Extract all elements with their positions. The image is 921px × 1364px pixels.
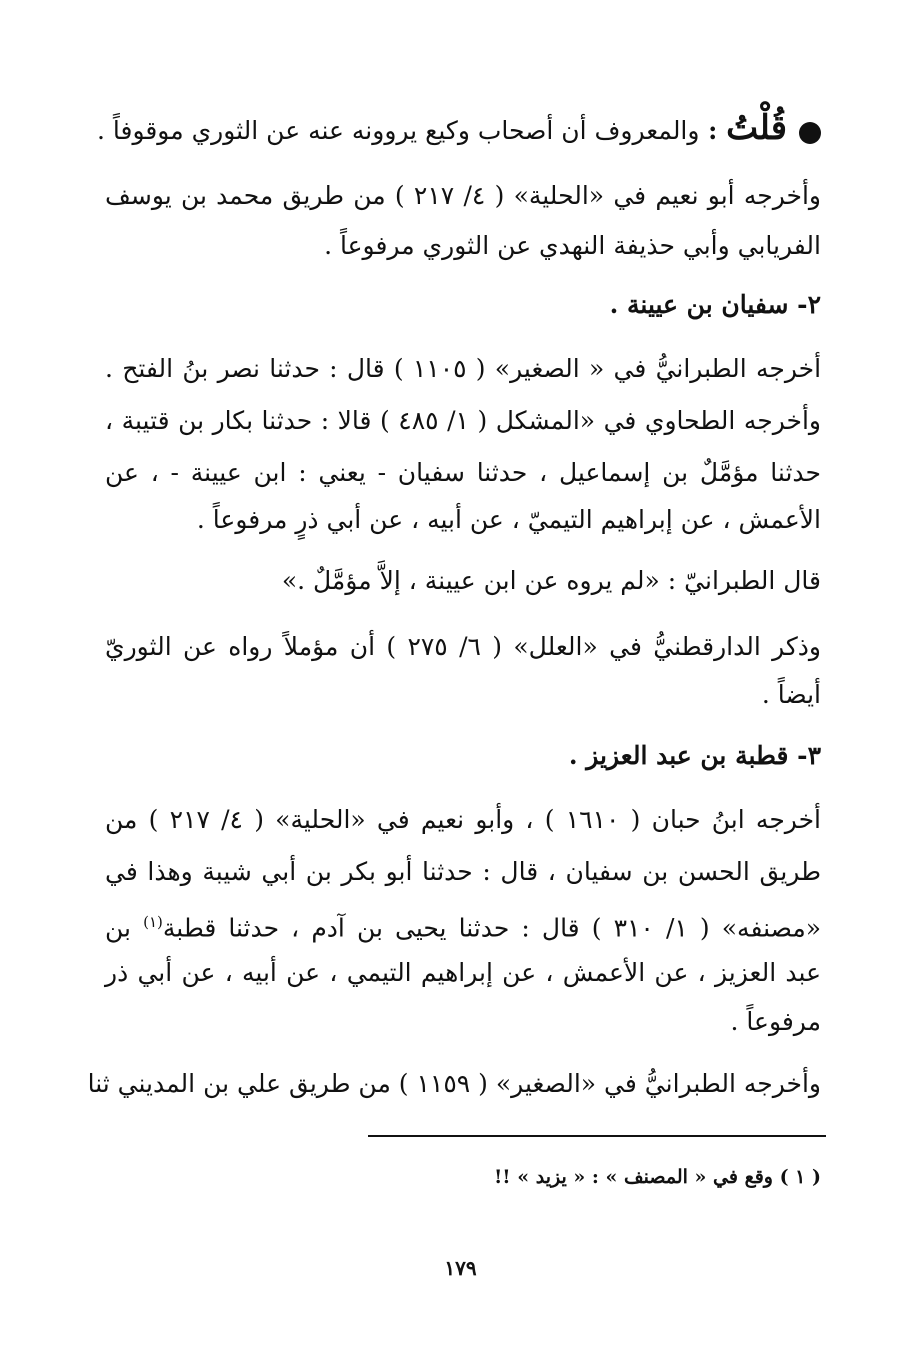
footnote-1: ( ١ ) وقع في « المصنف » : « يزيد » !!: [493, 1166, 821, 1188]
text-line-15: «مصنفه» ( ١/ ٣١٠ ) قال : حدثنا يحيى بن آدم ، حدثنا قطبة$^{(١)}$ بن: [105, 913, 822, 943]
text-line-1: قُلْتُ : والمعروف أن أصحاب وكيع يروونه عنه عن الثوري موقوفاً .: [105, 108, 821, 151]
text-line-10: وذكر الدارقطنيُّ في «العلل» ( ٦/ ٢٧٥ ) أن مؤملاً رواه عن الثوريّ: [105, 632, 822, 661]
section-heading-2: ٢- سفيان بن عيينة .: [609, 290, 821, 319]
text-line-9: قال الطبرانيّ : «لم يروه عن ابن عيينة ، إلاَّ مؤمَّلٌ .»: [281, 566, 821, 595]
text-line-2: وأخرجه أبو نعيم في «الحلية» ( ٤/ ٢١٧ ) من طريق محمد بن يوسف: [105, 181, 821, 210]
footnote-ref: (١): [143, 913, 163, 931]
text-line-11: أيضاً .: [761, 680, 821, 709]
text-line-13: أخرجه ابنُ حبان ( ١٦١٠ ) ، وأبو نعيم في «الحلية» ( ٤/ ٢١٧ ) من: [105, 805, 821, 834]
text-line-16: عبد العزيز ، عن الأعمش ، عن إبراهيم التيمي ، عن أبيه ، عن أبي ذر: [105, 958, 821, 987]
text-line-14: طريق الحسن بن سفيان ، قال : حدثنا أبو بكر بن أبي شيبة وهذا في: [105, 857, 821, 886]
text-line-18: وأخرجه الطبرانيُّ في «الصغير» ( ١١٥٩ ) من طريق علي بن المديني ثنا: [87, 1069, 821, 1098]
qultu-heading: قُلْتُ: [726, 108, 787, 148]
text-line-5: أخرجه الطبرانيُّ في « الصغير» ( ١١٠٥ ) قال : حدثنا نصر بنُ الفتح .: [105, 354, 822, 383]
bullet-icon: [799, 122, 821, 144]
footnote-separator: [368, 1135, 826, 1137]
text-line-17: مرفوعاً .: [730, 1007, 821, 1036]
page-number: ١٧٩: [444, 1256, 477, 1280]
text-line-6: وأخرجه الطحاوي في «المشكل ( ١/ ٤٨٥ ) قالا : حدثنا بكار بن قتيبة ،: [105, 406, 821, 435]
text-line-3: الفريابي وأبي حذيفة النهدي عن الثوري مرفوعاً .: [324, 231, 821, 260]
text-line-8: الأعمش ، عن إبراهيم التيميّ ، عن أبيه ، عن أبي ذرٍ مرفوعاً .: [196, 505, 821, 534]
section-heading-3: ٣- قطبة بن عبد العزيز .: [568, 741, 821, 770]
text-line-7: حدثنا مؤمَّلٌ بن إسماعيل ، حدثنا سفيان - يعني : ابن عيينة - ، عن: [105, 458, 821, 487]
